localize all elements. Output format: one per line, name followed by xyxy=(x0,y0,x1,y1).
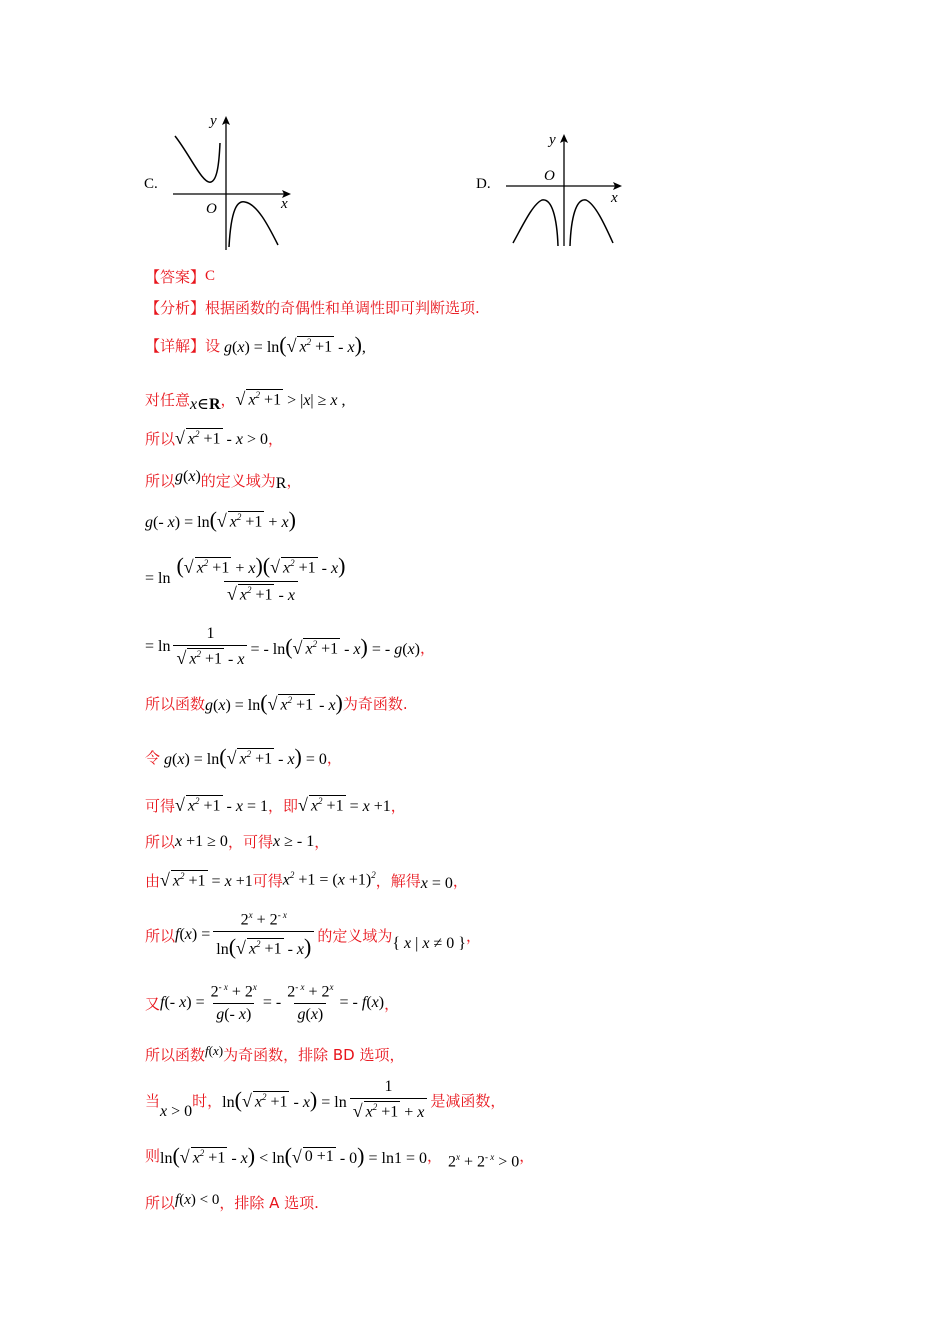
c-origin-label: O xyxy=(206,201,217,217)
analysis-line xyxy=(145,297,480,318)
option-d-graph xyxy=(500,128,630,250)
detail-line-17: 所以 f(x) < 0 ，排除 A 选项. xyxy=(145,1192,319,1212)
c-x-label: x xyxy=(281,196,288,212)
option-d-label: D. xyxy=(476,176,491,192)
detail-line-4: 所以 g(x) 的定义域为 R ， xyxy=(145,468,302,492)
detail-line-16: 则 ln( √ $x^2 +1$ - x) < ln( √ 0 +1 - 0) = ln1 = 0 ， $2^x + 2^{- x} > 0$ ， xyxy=(145,1142,535,1171)
detail-line-7: 所以函数 g(x) = ln( √ $x^2 +1$ - x) 为奇函数. xyxy=(145,690,408,715)
detail-line-5: g(- x) = ln( √ $x^2 +1$ + x) xyxy=(145,507,296,532)
detail-line-10: 所以 x +1 ≥ 0 ， 可得 x ≥ - 1 ， xyxy=(145,832,330,851)
answer-tag: 【答案】 xyxy=(145,268,206,286)
detail-line-13: 又 f(- x) = $\frac{2^{- x} + 2^x}{g(- x)}$ = - $\frac{2^{- x} + 2^x}{g(x)}$ = - f(x) ， xyxy=(145,982,400,1024)
d-x-label: x xyxy=(611,190,618,206)
detail-line-12: 所以 f(x) = $2^x + 2^{- x}$ ln( √ $x^2 +1$ - x) 的定义域为 { x | x ≠ 0 } ， xyxy=(145,910,481,960)
option-c-graph xyxy=(165,110,300,255)
detail-line-3: 所以 √ $x^2 +1$ - x > 0 ， xyxy=(145,428,284,448)
detail-line-8: 令 g(x) = ln( √ $x^2 +1$ - x) = 0 ， xyxy=(145,744,342,769)
detail-line-15: 当 x > 0 时， ln( √ $x^2 +1$ - x) = ln 1 √ $x^2 +1$ + x 是减函数， xyxy=(145,1078,506,1121)
d-origin-label: O xyxy=(544,168,555,184)
detail-line-2: 对任意 x∈R ， √ $x^2 +1$ > |x| ≥ x , xyxy=(145,388,346,413)
answer-value: C xyxy=(205,268,216,284)
answer-line xyxy=(145,266,215,287)
detail-line-9: 可得 √ $x^2 +1$ - x = 1 ， 即 √ $x^2 +1$ = x +1 ， xyxy=(145,795,406,815)
option-c-label: C. xyxy=(144,176,158,192)
detail-line-1: 【详解】 设 g(x) = ln( √ $x^2 +1$ - x), xyxy=(145,332,366,357)
analysis-text: 根据函数的奇偶性和单调性即可判断选项. xyxy=(205,299,480,317)
detail-line-6b: = ln 1 √ $x^2 +1$ - x = - ln( √ $x^2 +1$ - x) = - g(x) ， xyxy=(145,625,435,668)
d-y-label: y xyxy=(549,132,556,148)
detail-line-6: = ln ( √ $x^2 +1$ + x)( √ $x^2 +1$ - x) √ $x^2 +1$ - x xyxy=(145,553,346,604)
detail-line-11: 由 √ $x^2 +1$ = x +1 可得 $x^2 +1 = (x +1)^2$ ， 解得 x = 0 ， xyxy=(145,869,468,892)
analysis-tag: 【分析】 xyxy=(145,299,206,317)
detail-line-14: 所以函数 f(x) 为奇函数，排除 BD 选项， xyxy=(145,1042,405,1064)
c-y-label: y xyxy=(210,113,217,129)
